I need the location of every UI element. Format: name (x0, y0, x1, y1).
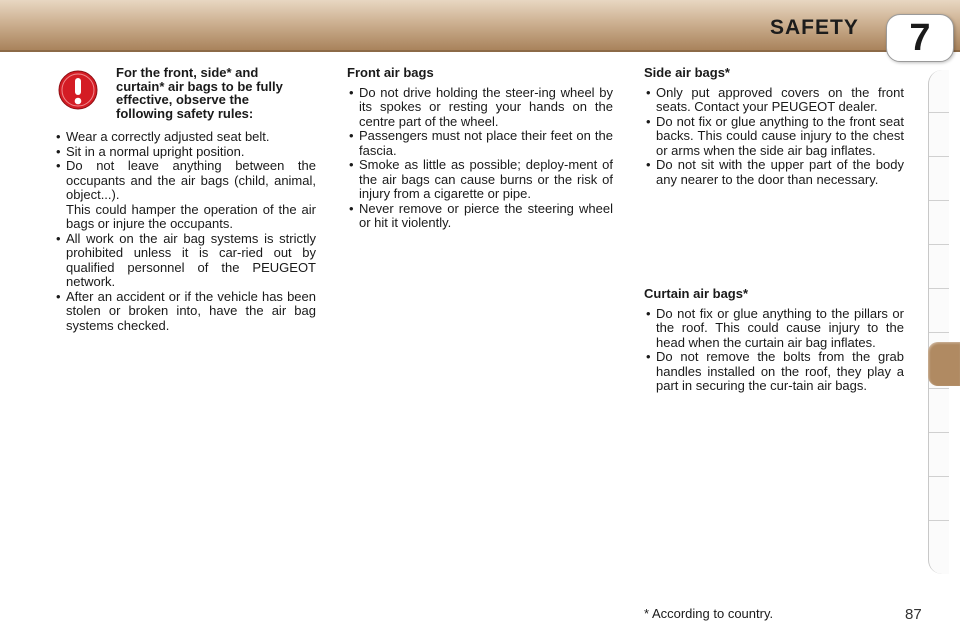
chapter-tab-strip (928, 70, 949, 574)
list-item: • Never remove or pierce the steering wheel or hit it violently. (347, 202, 613, 231)
tab-divider (929, 200, 949, 201)
chapter-number: 7 (909, 17, 931, 59)
footnote: * According to country. (644, 606, 774, 621)
curtain-airbags-section (644, 287, 904, 394)
tab-divider (929, 476, 949, 477)
list-item: • Do not sit with the upper part of the body any nearer to the door than necessary. (644, 158, 904, 187)
curtain-airbags-list (644, 307, 904, 394)
list-item: • Do not remove the bolts from the grab handles installed on the roof, they play a part in securing the cur-tain air bags. (644, 350, 904, 394)
rules-list-continued (54, 232, 316, 334)
rules-note: This could hamper the operation of the air bags or injure the occupants. (66, 201, 316, 231)
list-item: • Wear a correctly adjusted seat belt. (54, 130, 316, 145)
front-airbags-list (347, 86, 613, 231)
list-item: • All work on the air bag systems is strictly prohibited unless it is car-ried out by qualified personnel of the PEUGEOT network. (54, 232, 316, 290)
tab-divider (929, 244, 949, 245)
rules-list (54, 130, 316, 203)
list-item: • Passengers must not place their feet on the fascia. (347, 129, 613, 158)
list-item: • Do not drive holding the steer-ing wheel by its spokes or resting your hands on the centre part of the wheel. (347, 86, 613, 130)
active-chapter-tab[interactable] (928, 342, 960, 386)
warning-title: For the front, side* and curtain* air bags to be fully effective, observe the following safety rules: (116, 65, 283, 121)
exclamation-warning-icon (58, 70, 98, 110)
section-title: Curtain air bags* (644, 286, 749, 301)
warning-block (54, 66, 316, 120)
list-item: • Only put approved covers on the front seats. Contact your PEUGEOT dealer. (644, 86, 904, 115)
list-item: • Do not fix or glue anything to the front seat backs. This could cause injury to the chest or arms when the side air bag inflates. (644, 115, 904, 159)
list-item: • Smoke as little as possible; deploy-ment of the air bags can cause burns or the risk of injury from a cigarette or pipe. (347, 158, 613, 202)
tab-divider (929, 332, 949, 333)
side-airbags-section (644, 66, 904, 187)
page-number: 87 (905, 606, 922, 623)
list-item: • Do not leave anything between the occupants and the air bags (child, animal, object...). (54, 159, 316, 203)
section-title: Side air bags* (644, 65, 730, 80)
list-item: • Do not fix or glue anything to the pillars or the roof. This could cause injury to the head when the curtain air bag inflates. (644, 307, 904, 351)
side-airbags-list (644, 86, 904, 188)
tab-divider (929, 432, 949, 433)
safety-rules-column (54, 66, 316, 333)
list-item: • Sit in a normal upright position. (54, 145, 316, 160)
tab-divider (929, 520, 949, 521)
tab-divider (929, 156, 949, 157)
page-title: SAFETY (770, 16, 859, 39)
tab-divider (929, 288, 949, 289)
tab-divider (929, 388, 949, 389)
chapter-badge (886, 14, 954, 62)
tab-divider (929, 112, 949, 113)
list-item: • After an accident or if the vehicle has been stolen or broken into, have the air bag systems checked. (54, 290, 316, 334)
section-title: Front air bags (347, 65, 434, 80)
front-airbags-section (347, 66, 613, 231)
